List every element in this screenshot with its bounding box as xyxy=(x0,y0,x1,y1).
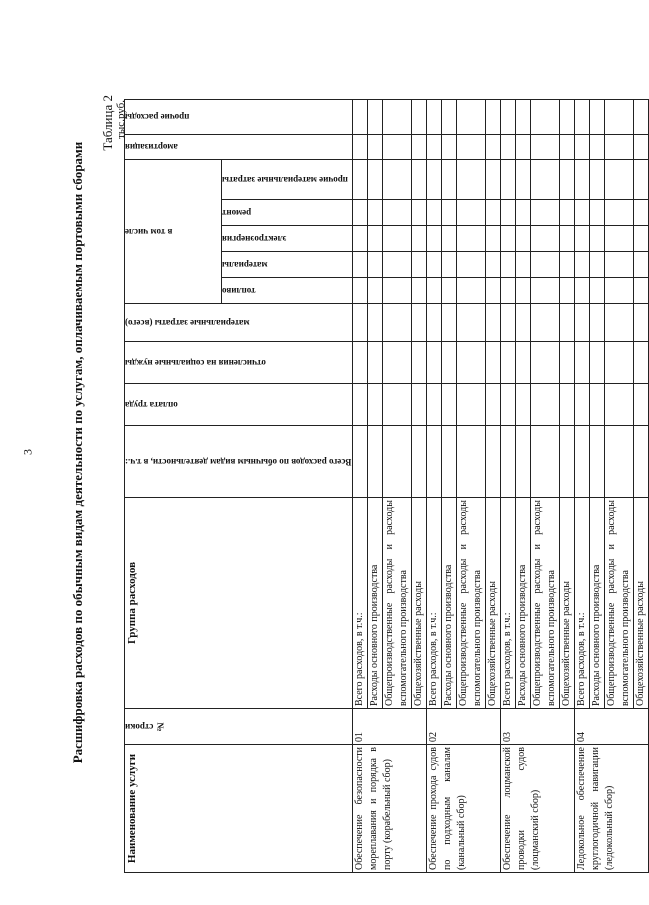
table-row xyxy=(427,99,442,872)
value-cell xyxy=(383,159,412,199)
value-cell xyxy=(383,304,412,342)
col-group-header: Группа расходов xyxy=(125,498,353,709)
value-cell xyxy=(486,252,501,278)
value-cell xyxy=(383,134,412,159)
value-cell xyxy=(457,134,486,159)
value-cell xyxy=(516,200,531,226)
expense-group-cell: Общехозяйственные расходы xyxy=(412,498,427,709)
expense-group-cell: Общепроизводственные расходы и расходы вспомогательного производства xyxy=(457,498,486,709)
value-cell xyxy=(442,304,457,342)
value-cell xyxy=(368,99,383,134)
value-cell xyxy=(590,99,605,134)
value-cell xyxy=(383,252,412,278)
value-cell xyxy=(383,342,412,384)
value-cell xyxy=(634,99,649,134)
table-row xyxy=(501,99,516,872)
expense-group-cell: Всего расходов, в т.ч.: xyxy=(575,498,590,709)
page-number: 3 xyxy=(20,449,35,455)
header-row-1 xyxy=(125,99,222,872)
value-cell xyxy=(516,226,531,252)
value-cell xyxy=(501,159,516,199)
value-cell xyxy=(516,304,531,342)
value-cell xyxy=(605,200,634,226)
value-cell xyxy=(368,226,383,252)
value-cell xyxy=(605,99,634,134)
service-name-cell: Ледокольное обеспечение круглогодичной навигации (ледокольный сбор) xyxy=(575,745,649,873)
value-cell xyxy=(368,134,383,159)
value-cell xyxy=(634,226,649,252)
col-line-no-header: № строки xyxy=(125,709,353,745)
expense-group-cell: Расходы основного производства xyxy=(368,498,383,709)
value-cell xyxy=(486,134,501,159)
value-cell xyxy=(516,252,531,278)
value-cell xyxy=(353,278,368,304)
value-cell xyxy=(501,278,516,304)
value-cell xyxy=(634,384,649,426)
value-cell xyxy=(353,426,368,498)
value-cell xyxy=(383,226,412,252)
value-cell xyxy=(427,252,442,278)
value-cell xyxy=(634,134,649,159)
document-title: Расшифровка расходов по обычным видам деятельности по услугам, оплачиваемым портовыми сборами xyxy=(70,141,85,764)
expense-group-cell: Расходы основного производства xyxy=(590,498,605,709)
value-cell xyxy=(368,342,383,384)
col-repair-header: ремонт xyxy=(222,200,353,226)
value-cell xyxy=(412,426,427,498)
col-service-header: Наименование услуги xyxy=(125,745,353,873)
value-cell xyxy=(575,278,590,304)
value-cell xyxy=(560,384,575,426)
value-cell xyxy=(575,304,590,342)
value-cell xyxy=(412,304,427,342)
value-cell xyxy=(634,342,649,384)
value-cell xyxy=(560,426,575,498)
col-including-header: в том числе xyxy=(125,159,222,303)
line-number-cell: 01 xyxy=(353,709,427,745)
value-cell xyxy=(575,200,590,226)
expense-group-cell: Общепроизводственные расходы и расходы вспомогательного производства xyxy=(383,498,412,709)
expense-group-cell: Всего расходов, в т.ч.: xyxy=(353,498,368,709)
value-cell xyxy=(575,252,590,278)
value-cell xyxy=(412,200,427,226)
col-total-header: Всего расходов по обычным видам деятельности, в т.ч.: xyxy=(125,426,353,498)
value-cell xyxy=(427,200,442,226)
value-cell xyxy=(560,304,575,342)
expense-group-cell: Общехозяйственные расходы xyxy=(486,498,501,709)
value-cell xyxy=(590,304,605,342)
expense-group-cell: Общепроизводственные расходы и расходы вспомогательного производства xyxy=(605,498,634,709)
value-cell xyxy=(501,226,516,252)
value-cell xyxy=(634,278,649,304)
value-cell xyxy=(575,159,590,199)
value-cell xyxy=(605,304,634,342)
value-cell xyxy=(368,159,383,199)
value-cell xyxy=(442,226,457,252)
value-cell xyxy=(560,99,575,134)
value-cell xyxy=(412,99,427,134)
expense-group-cell: Расходы основного производства xyxy=(442,498,457,709)
value-cell xyxy=(516,342,531,384)
value-cell xyxy=(501,384,516,426)
value-cell xyxy=(457,278,486,304)
value-cell xyxy=(442,200,457,226)
col-fuel-header: топливо xyxy=(222,278,353,304)
value-cell xyxy=(442,342,457,384)
value-cell xyxy=(486,278,501,304)
line-number-cell: 03 xyxy=(501,709,575,745)
value-cell xyxy=(634,200,649,226)
line-number-cell: 04 xyxy=(575,709,649,745)
value-cell xyxy=(605,134,634,159)
value-cell xyxy=(457,252,486,278)
value-cell xyxy=(605,252,634,278)
value-cell xyxy=(457,384,486,426)
col-other-header: прочие расходы xyxy=(125,99,353,134)
value-cell xyxy=(457,226,486,252)
expense-group-cell: Всего расходов, в т.ч.: xyxy=(427,498,442,709)
expense-group-cell: Общехозяйственные расходы xyxy=(634,498,649,709)
value-cell xyxy=(501,99,516,134)
value-cell xyxy=(427,304,442,342)
value-cell xyxy=(634,426,649,498)
value-cell xyxy=(457,342,486,384)
value-cell xyxy=(486,99,501,134)
value-cell xyxy=(383,278,412,304)
value-cell xyxy=(427,226,442,252)
table-label: Таблица 2 xyxy=(100,95,115,151)
value-cell xyxy=(501,134,516,159)
value-cell xyxy=(590,252,605,278)
value-cell xyxy=(560,278,575,304)
value-cell xyxy=(486,200,501,226)
value-cell xyxy=(531,342,560,384)
value-cell xyxy=(605,426,634,498)
table-body xyxy=(353,99,649,872)
value-cell xyxy=(442,426,457,498)
value-cell xyxy=(531,226,560,252)
expense-group-cell: Расходы основного производства xyxy=(516,498,531,709)
value-cell xyxy=(368,304,383,342)
value-cell xyxy=(427,278,442,304)
value-cell xyxy=(634,252,649,278)
value-cell xyxy=(412,159,427,199)
value-cell xyxy=(560,134,575,159)
service-name-cell: Обеспечение безопасности мореплавания и порядка в порту (корабельный сбор) xyxy=(353,745,427,873)
value-cell xyxy=(353,304,368,342)
value-cell xyxy=(383,426,412,498)
value-cell xyxy=(486,384,501,426)
value-cell xyxy=(605,384,634,426)
value-cell xyxy=(531,159,560,199)
value-cell xyxy=(560,226,575,252)
value-cell xyxy=(531,252,560,278)
value-cell xyxy=(501,426,516,498)
value-cell xyxy=(442,159,457,199)
col-materials-header: материалы xyxy=(222,252,353,278)
expenses-table xyxy=(124,99,649,873)
value-cell xyxy=(353,384,368,426)
value-cell xyxy=(427,342,442,384)
value-cell xyxy=(486,304,501,342)
expense-group-cell: Всего расходов, в т.ч.: xyxy=(501,498,516,709)
value-cell xyxy=(353,252,368,278)
value-cell xyxy=(516,99,531,134)
value-cell xyxy=(427,134,442,159)
value-cell xyxy=(590,342,605,384)
value-cell xyxy=(575,426,590,498)
value-cell xyxy=(575,384,590,426)
table-row xyxy=(575,99,590,872)
value-cell xyxy=(457,159,486,199)
value-cell xyxy=(634,159,649,199)
value-cell xyxy=(368,278,383,304)
value-cell xyxy=(368,426,383,498)
value-cell xyxy=(590,159,605,199)
value-cell xyxy=(353,134,368,159)
value-cell xyxy=(501,304,516,342)
value-cell xyxy=(457,200,486,226)
expense-group-cell: Общехозяйственные расходы xyxy=(560,498,575,709)
col-other-material-header: прочие материальные затраты xyxy=(222,159,353,199)
value-cell xyxy=(531,134,560,159)
value-cell xyxy=(590,426,605,498)
value-cell xyxy=(412,252,427,278)
value-cell xyxy=(486,159,501,199)
value-cell xyxy=(353,226,368,252)
value-cell xyxy=(427,99,442,134)
table-row xyxy=(353,99,368,872)
value-cell xyxy=(427,384,442,426)
value-cell xyxy=(368,200,383,226)
value-cell xyxy=(383,384,412,426)
value-cell xyxy=(383,200,412,226)
col-electricity-header: электроэнергия xyxy=(222,226,353,252)
value-cell xyxy=(501,200,516,226)
value-cell xyxy=(575,134,590,159)
value-cell xyxy=(368,252,383,278)
value-cell xyxy=(442,99,457,134)
value-cell xyxy=(590,200,605,226)
value-cell xyxy=(353,342,368,384)
value-cell xyxy=(590,134,605,159)
value-cell xyxy=(531,99,560,134)
units-label: тыс.руб. xyxy=(115,100,127,139)
value-cell xyxy=(457,99,486,134)
value-cell xyxy=(590,384,605,426)
value-cell xyxy=(457,426,486,498)
value-cell xyxy=(560,342,575,384)
value-cell xyxy=(516,384,531,426)
service-name-cell: Обеспечение прохода судов по подходным каналам (канальный сбор) xyxy=(427,745,501,873)
value-cell xyxy=(516,426,531,498)
value-cell xyxy=(575,226,590,252)
col-wages-header: оплата труда xyxy=(125,384,353,426)
value-cell xyxy=(605,278,634,304)
value-cell xyxy=(486,342,501,384)
value-cell xyxy=(353,159,368,199)
value-cell xyxy=(442,278,457,304)
value-cell xyxy=(368,384,383,426)
value-cell xyxy=(412,342,427,384)
value-cell xyxy=(516,159,531,199)
value-cell xyxy=(531,304,560,342)
service-name-cell: Обеспечение лоцманской проводки судов (лоцманский сбор) xyxy=(501,745,575,873)
value-cell xyxy=(605,159,634,199)
value-cell xyxy=(575,342,590,384)
value-cell xyxy=(412,226,427,252)
value-cell xyxy=(605,226,634,252)
value-cell xyxy=(560,159,575,199)
value-cell xyxy=(560,200,575,226)
col-material-header: материальные затраты (всего) xyxy=(125,304,353,342)
value-cell xyxy=(383,99,412,134)
value-cell xyxy=(516,278,531,304)
value-cell xyxy=(442,252,457,278)
col-depreciation-header: амортизация xyxy=(125,134,353,159)
value-cell xyxy=(501,252,516,278)
value-cell xyxy=(531,200,560,226)
value-cell xyxy=(486,426,501,498)
value-cell xyxy=(531,384,560,426)
value-cell xyxy=(575,99,590,134)
value-cell xyxy=(531,426,560,498)
line-number-cell: 02 xyxy=(427,709,501,745)
value-cell xyxy=(605,342,634,384)
value-cell xyxy=(353,200,368,226)
expense-group-cell: Общепроизводственные расходы и расходы вспомогательного производства xyxy=(531,498,560,709)
value-cell xyxy=(516,134,531,159)
value-cell xyxy=(442,134,457,159)
value-cell xyxy=(442,384,457,426)
value-cell xyxy=(634,304,649,342)
value-cell xyxy=(486,226,501,252)
value-cell xyxy=(590,226,605,252)
value-cell xyxy=(531,278,560,304)
value-cell xyxy=(590,278,605,304)
value-cell xyxy=(457,304,486,342)
value-cell xyxy=(412,278,427,304)
value-cell xyxy=(427,159,442,199)
value-cell xyxy=(412,384,427,426)
value-cell xyxy=(412,134,427,159)
value-cell xyxy=(427,426,442,498)
value-cell xyxy=(560,252,575,278)
value-cell xyxy=(353,99,368,134)
col-social-header: отчисления на социальные нужды xyxy=(125,342,353,384)
value-cell xyxy=(501,342,516,384)
